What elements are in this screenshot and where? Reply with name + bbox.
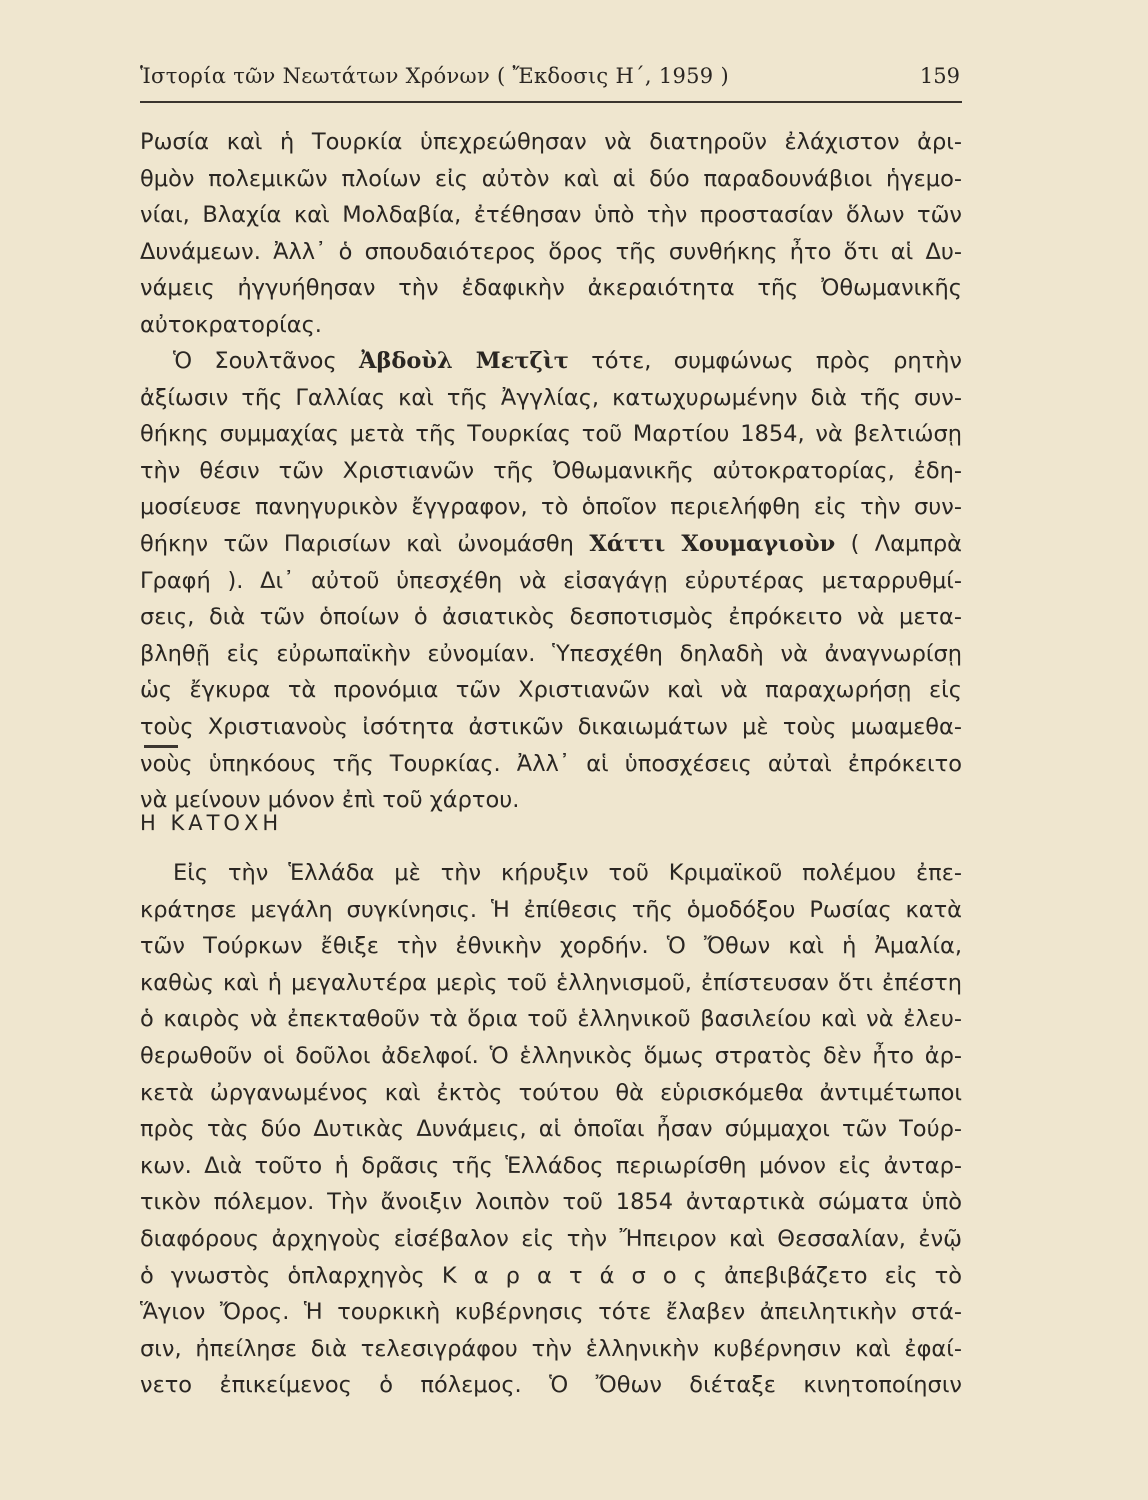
text-line: κετὰ ὠργανωμένος καὶ ἐκτὸς τούτου θὰ εὑρισκόμεθα ἀντιμέτωποι (140, 1079, 962, 1106)
text-line: ὡς ἔγκυρα τὰ προνόμια τῶν Χριστιανῶν καὶ νὰ παραχωρήσῃ εἰς (140, 677, 962, 704)
text-line: κων. Διὰ τοῦτο ἡ δρᾶσις τῆς Ἑλλάδος περιωρίσθη μόνον εἰς ἀνταρ- (140, 1152, 962, 1179)
text-line: νὰ μείνουν μόνον ἐπὶ τοῦ χάρτου. (140, 787, 520, 814)
text-segment: Ὁ Σουλτᾶνος (173, 348, 359, 374)
text-line: καθὼς καὶ ἡ μεγαλυτέρα μερὶς τοῦ ἑλληνισμοῦ, ἐπίστευσαν ὅτι ἐπέστη (140, 969, 962, 996)
text-line: αὐτοκρατορίας. (140, 311, 322, 338)
paragraph-1 (140, 124, 962, 344)
pencil-underline-mark (144, 745, 178, 748)
text-line: θερωθοῦν οἱ δοῦλοι ἀδελφοί. Ὁ ἑλληνικὸς ὅμως στρατὸς δὲν ἦτο ἀρ- (140, 1042, 962, 1069)
text-line: ὁ καιρὸς νὰ ἐπεκταθοῦν τὰ ὅρια τοῦ ἑλληνικοῦ βασιλείου καὶ νὰ ἐλευ- (140, 1006, 962, 1033)
text-line: πρὸς τὰς δύο Δυτικὰς Δυνάμεις, αἱ ὁποῖαι ἦσαν σύμμαχοι τῶν Τούρ- (140, 1116, 962, 1143)
text-line: ἀξίωσιν τῆς Γαλλίας καὶ τῆς Ἀγγλίας, κατωχυρωμένην διὰ τῆς συν- (140, 384, 962, 411)
text-segment: τότε, συμφώνως πρὸς ρητὴν (568, 348, 962, 374)
text-line: μοσίευσε πανηγυρικὸν ἔγγραφον, τὸ ὁποῖον περιελήφθη εἰς τὴν συν- (140, 494, 962, 521)
header-rule (140, 101, 962, 103)
text-line: νετο ἐπικείμενος ὁ πόλεμος. Ὁ Ὄθων διέταξε κινητοποίησιν (140, 1372, 962, 1399)
text-line: νοὺς ὑπηκόους τῆς Τουρκίας. Ἀλλ᾽ αἱ ὑποσχέσεις αὐταὶ ἐπρόκειτο (140, 750, 962, 777)
text-line: τοὺς Χριστιανοὺς ἰσότητα ἀστικῶν δικαιωμάτων μὲ τοὺς μωαμεθα- (140, 713, 962, 740)
decree-name: Χάττι Χουμαγιοὺν (589, 530, 836, 557)
text-line: ὁ γνωστὸς ὁπλαρχηγὸς Κ α ρ α τ ά σ ο ς ἀπεβιβάζετο εἰς τὸ (140, 1262, 962, 1289)
text-line: θήκης συμμαχίας μετὰ τῆς Τουρκίας τοῦ Μαρτίου 1854, νὰ βελτιώσῃ (140, 421, 962, 448)
running-head-title: Ἱστορία τῶν Νεωτάτων Χρόνων ( Ἔκδοσις Η΄, 1959 ) (140, 64, 729, 88)
text-line: διαφόρους ἀρχηγοὺς εἰσέβαλον εἰς τὴν Ἤπειρον καὶ Θεσσαλίαν, ἐνῷ (140, 1225, 962, 1252)
text-line: σιν, ἠπείλησε διὰ τελεσιγράφου τὴν ἑλληνικὴν κυβέρνησιν καὶ ἐφαί- (140, 1335, 962, 1362)
text-line: νίαι, Βλαχία καὶ Μολδαβία, ἐτέθησαν ὑπὸ τὴν προστασίαν ὅλων τῶν (140, 202, 962, 229)
text-line (140, 343, 962, 380)
text-segment: θήκην τῶν Παρισίων καὶ ὠνομάσθη (140, 530, 590, 557)
text-line: βληθῇ εἰς εὐρωπαϊκὴν εὐνομίαν. Ὑπεσχέθη δηλαδὴ νὰ ἀναγνωρίσῃ (140, 640, 962, 667)
text-line: Δυνάμεων. Ἀλλ᾽ ὁ σπουδαιότερος ὅρος τῆς συνθήκης ἦτο ὅτι αἱ Δυ- (140, 238, 962, 265)
text-line: κράτησε μεγάλη συγκίνησις. Ἡ ἐπίθεσις τῆς ὁμοδόξου Ρωσίας κατὰ (140, 896, 962, 923)
sultan-name: Ἀβδοὺλ Μετζὶτ (358, 348, 569, 374)
text-line: σεις, διὰ τῶν ὁποίων ὁ ἀσιατικὸς δεσποτισμὸς ἐπρόκειτο νὰ μετα- (140, 604, 962, 631)
section-heading: Η ΚΑΤΟΧΗ (140, 811, 283, 835)
running-head (140, 62, 962, 98)
text-line: θμὸν πολεμικῶν πλοίων εἰς αὐτὸν καὶ αἱ δύο παραδουνάβιοι ἡγεμο- (140, 165, 962, 192)
text-line: τὴν θέσιν τῶν Χριστιανῶν τῆς Ὀθωμανικῆς αὐτοκρατορίας, ἐδη- (140, 457, 962, 484)
text-segment: ( Λαμπρὰ (835, 530, 963, 557)
text-line: Γραφή ). Δι᾽ αὐτοῦ ὑπεσχέθη νὰ εἰσαγάγῃ εὐρυτέρας μεταρρυθμί- (140, 567, 962, 594)
text-line: Ρωσία καὶ ἡ Τουρκία ὑπεχρεώθησαν νὰ διατηροῦν ἐλάχιστον ἀρι- (140, 129, 962, 155)
text-line: νάμεις ἠγγυήθησαν τὴν ἐδαφικὴν ἀκεραιότητα τῆς Ὀθωμανικῆς (140, 275, 962, 302)
paragraph-2 (140, 343, 962, 819)
page-number: 159 (919, 64, 960, 88)
text-line: Ἅγιον Ὄρος. Ἡ τουρκικὴ κυβέρνησις τότε ἔλαβεν ἀπειλητικὴν στά- (140, 1299, 962, 1326)
text-line: Εἰς τὴν Ἑλλάδα μὲ τὴν κήρυξιν τοῦ Κριμαϊκοῦ πολέμου ἐπε- (173, 860, 962, 886)
text-line: τικὸν πόλεμον. Τὴν ἄνοιξιν λοιπὸν τοῦ 1854 ἀνταρτικὰ σώματα ὑπὸ (140, 1189, 962, 1216)
text-line (140, 526, 962, 563)
paragraph-3 (140, 855, 962, 1404)
text-line: τῶν Τούρκων ἔθιξε τὴν ἐθνικὴν χορδήν. Ὁ Ὄθων καὶ ἡ Ἀμαλία, (140, 933, 962, 960)
